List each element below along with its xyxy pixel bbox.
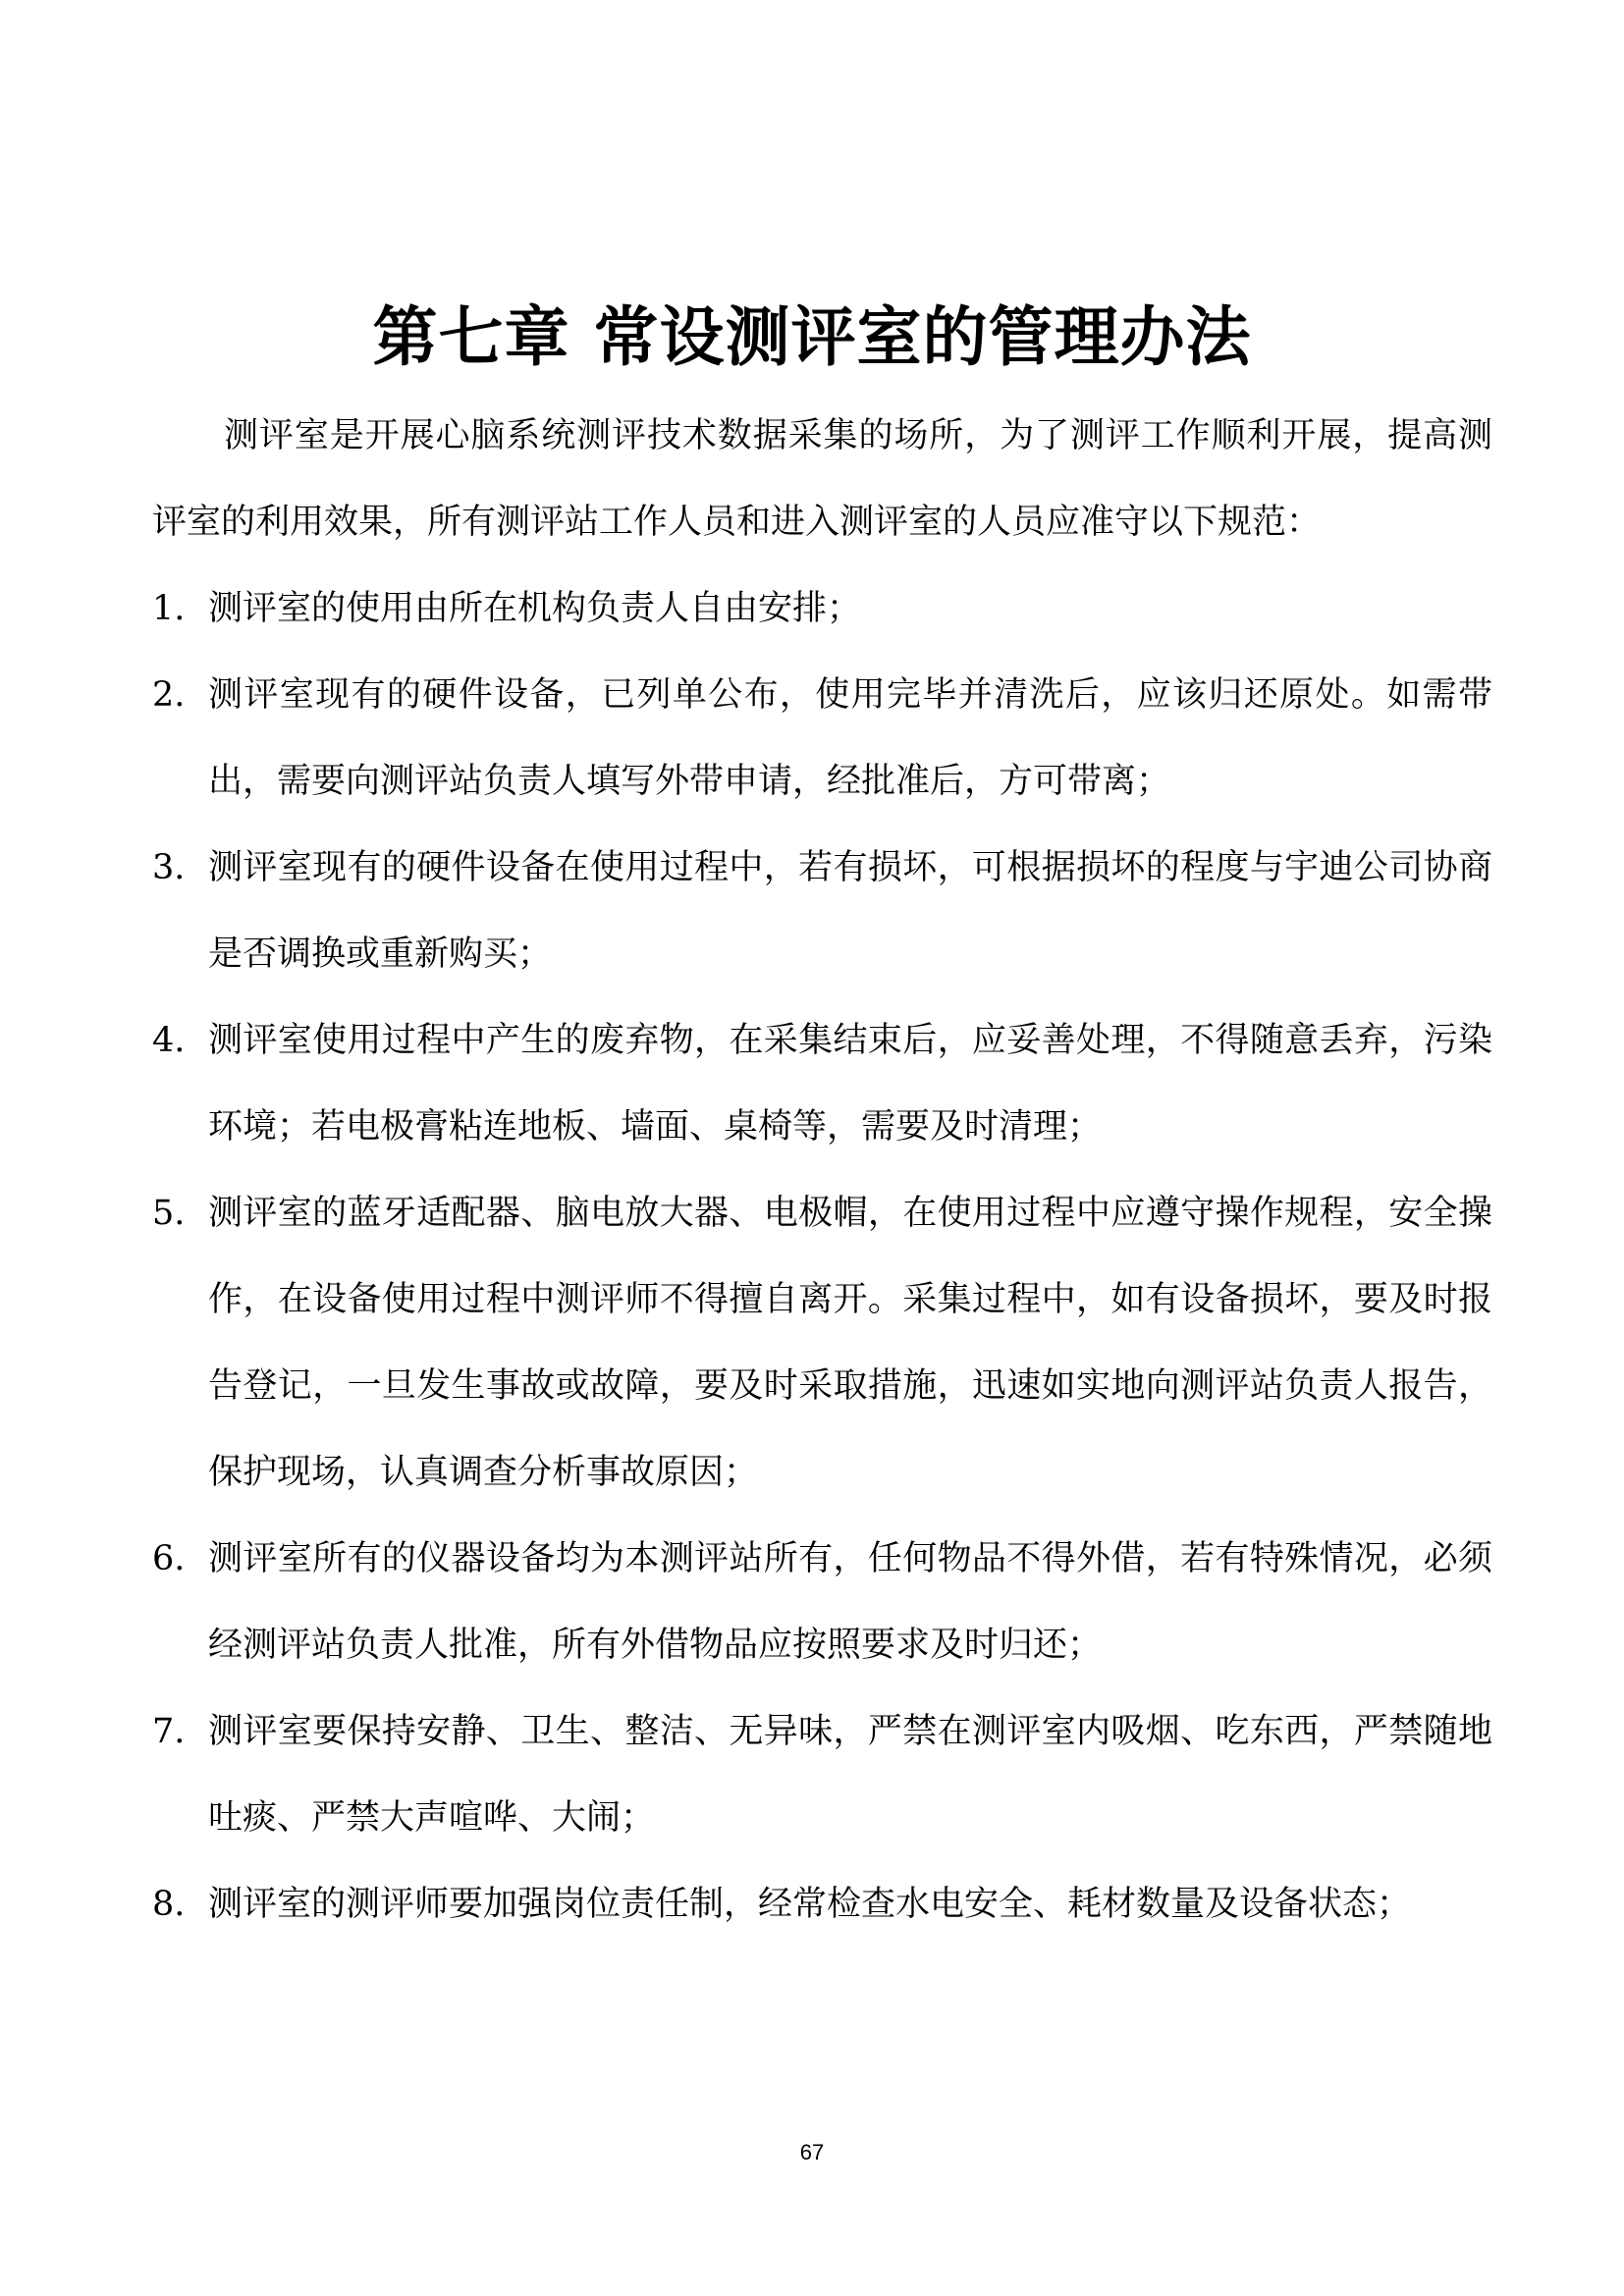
rule-item: [152, 1688, 1492, 1861]
rule-text: 测评室现有的硬件设备，已列单公布，使用完毕并清洗后，应该归还原处。如需带出，需要向测评站负责人填写外带申请，经批准后，方可带离；: [208, 675, 1492, 801]
rule-number: 5.: [152, 1194, 186, 1233]
rules-list: [152, 565, 1492, 1948]
rule-number: 3.: [152, 848, 186, 887]
rule-text: 测评室使用过程中产生的废弃物，在采集结束后，应妥善处理，不得随意丢弃，污染环境；若电极膏粘连地板、墙面、桌椅等，需要及时清理；: [208, 1021, 1492, 1147]
rule-text: 测评室的蓝牙适配器、脑电放大器、电极帽，在使用过程中应遵守操作规程，安全操作，在设备使用过程中测评师不得擅自离开。采集过程中，如有设备损坏，要及时报告登记，一旦发生事故或故障，要及时采取措施，迅速如实地向测评站负责人报告，保护现场，认真调查分析事故原因；: [208, 1194, 1492, 1492]
rule-number: 1.: [152, 589, 186, 628]
rule-item: [152, 825, 1492, 997]
rule-number: 6.: [152, 1539, 186, 1578]
rule-text: 测评室所有的仪器设备均为本测评站所有，任何物品不得外借，若有特殊情况，必须经测评站负责人批准，所有外借物品应按照要求及时归还；: [208, 1539, 1492, 1665]
rule-number: 4.: [152, 1021, 186, 1060]
rule-number: 7.: [152, 1712, 186, 1751]
rule-text: 测评室的测评师要加强岗位责任制，经常检查水电安全、耗材数量及设备状态；: [208, 1885, 1412, 1924]
rule-text: 测评室现有的硬件设备在使用过程中，若有损坏，可根据损坏的程度与宇迪公司协商是否调换或重新购买；: [208, 848, 1492, 974]
intro-paragraph: 测评室是开展心脑系统测评技术数据采集的场所，为了测评工作顺利开展，提高测评室的利用效果，所有测评站工作人员和进入测评室的人员应准守以下规范：: [152, 416, 1492, 542]
rule-item: [152, 1170, 1492, 1516]
rule-item: [152, 997, 1492, 1170]
rule-item: [152, 565, 1492, 652]
rule-item: [152, 1861, 1492, 1948]
rule-text: 测评室要保持安静、卫生、整洁、无异味，严禁在测评室内吸烟、吃东西，严禁随地吐痰、严禁大声喧哗、大闹；: [208, 1712, 1492, 1838]
rule-text: 测评室的使用由所在机构负责人自由安排；: [208, 589, 862, 628]
page-number: 67: [799, 2140, 825, 2164]
rule-item: [152, 1516, 1492, 1688]
rule-number: 2.: [152, 675, 186, 715]
document-body: [152, 393, 1492, 1948]
rule-number: 8.: [152, 1885, 186, 1924]
rule-item: [152, 652, 1492, 825]
chapter-title: 第七章 常设测评室的管理办法: [372, 299, 1252, 376]
